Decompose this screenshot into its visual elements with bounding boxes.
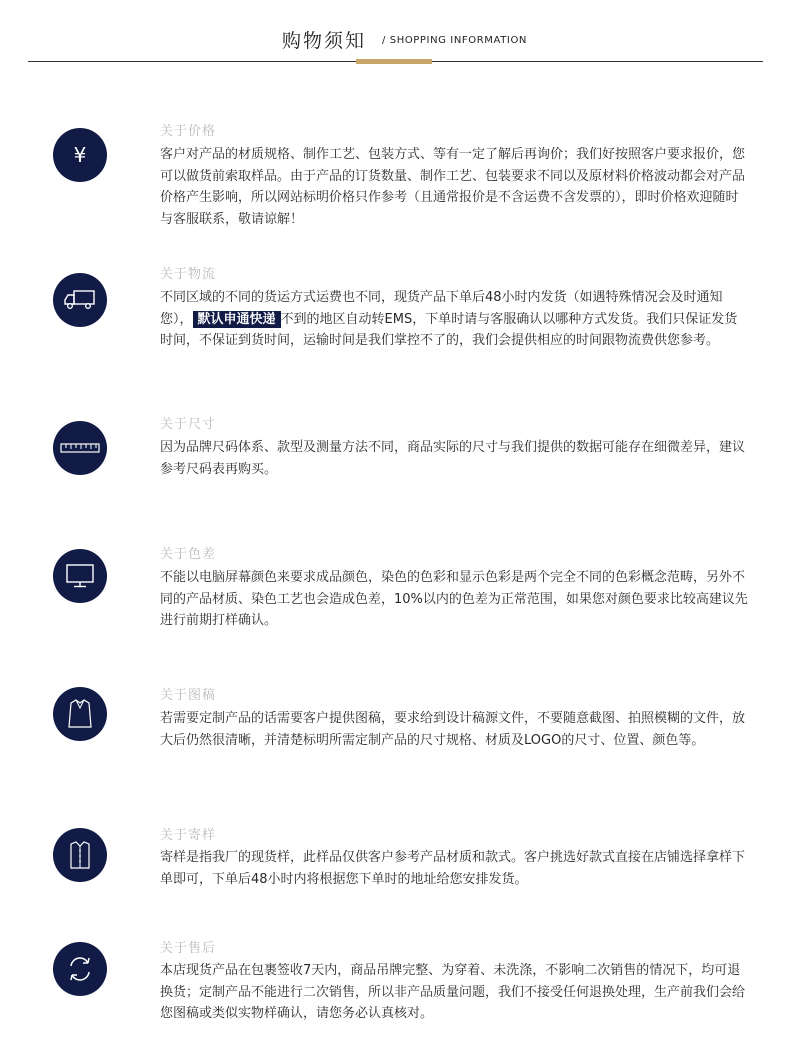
section-title: 关于图稿 [160,688,217,703]
section-title: 关于尺寸 [160,417,217,432]
body-text-after: 不到的地区自动转EMS，下单时请与客服确认以哪种方式发货。我们只保证发货时间，不保证到货时间，运输时间是我们掌控不了的，我们会提供相应的时间跟物流费供您参考。 [160,311,738,348]
section-title: 关于售后 [160,941,217,956]
page-title: 购物须知 [282,30,367,52]
section-body: 客户对产品的材质规格、制作工艺、包装方式、等有一定了解后再询价；我们好按照客户要求报价，您可以做货前索取样品。由于产品的订货数量、制作工艺、包装要求不同以及原材料价格波动都会对产品价格产生影响，所以网站标明价格只作参考（且通常报价是不含运费不含发票的），即时价格欢迎随时与客服联系，敬请谅解！ [160,147,746,227]
section-title: 关于物流 [160,267,217,282]
page-header [0,0,800,70]
section-body: 不能以电脑屏幕颜色来要求成品颜色，染色的色彩和显示色彩是两个完全不同的色彩概念范畴，另外不同的产品材质、染色工艺也会造成色差，10%以内的色差为正常范围，如果您对颜色要求比较高建议先进行前期打样确认。 [160,570,748,628]
ruler-icon [53,421,107,475]
yen-icon [53,128,107,182]
section-title: 关于价格 [160,124,217,139]
section-body: 寄样是指我厂的现货样，此样品仅供客户参考产品材质和款式。客户挑选好款式直接在店铺选择拿样下单即可，下单后48小时内将根据您下单时的地址给您安排发货。 [160,850,746,887]
shirt-icon [53,828,107,882]
header-accent-bar [356,59,432,64]
section-body: 因为品牌尺码体系、款型及测量方法不同，商品实际的尺寸与我们提供的数据可能存在细微差异，建议参考尺码表再购买。 [160,440,746,477]
svg-text:¥: ¥ [73,143,87,167]
truck-icon [53,273,107,327]
garment-outline-icon [53,687,107,741]
section-title: 关于色差 [160,547,217,562]
page-subtitle: / SHOPPING INFORMATION [382,35,528,46]
section-body: 本店现货产品在包裹签收7天内，商品吊牌完整、为穿着、未洗涤，不影响二次销售的情况下，均可退换货；定制产品不能进行二次销售，所以非产品质量问题，我们不接受任何退换处理，生产前我们会给您图稿或类似实物样确认，请您务必认真核对。 [160,963,746,1021]
monitor-icon [53,549,107,603]
body-text-before: 不同区域的不同的货运方式运费也不同，现货产品下单后48小时内发货（如遇特殊情况会及时通知您）， [160,290,723,327]
section-title: 关于寄样 [160,828,217,843]
section-body [160,287,750,352]
exchange-icon [53,942,107,996]
section-body: 若需要定制产品的话需要客户提供图稿，要求给到设计稿源文件，不要随意截图、拍照模糊的文件，放大后仍然很清晰，并清楚标明所需定制产品的尺寸规格、材质及LOGO的尺寸、位置、颜色等。 [160,711,746,748]
courier-highlight: 默认申通快递 [193,311,281,328]
